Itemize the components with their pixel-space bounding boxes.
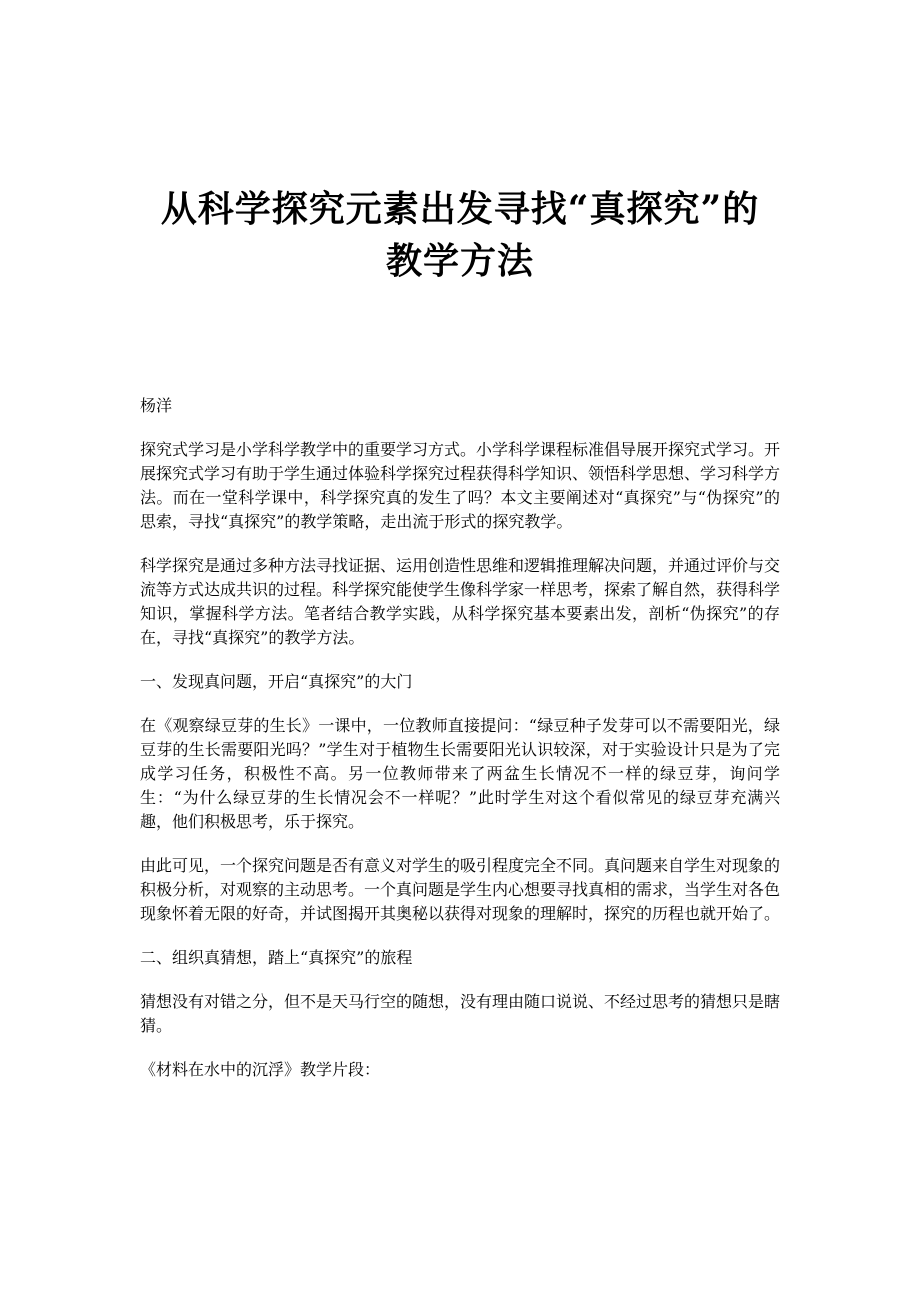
section-heading-2: 二、组织真猜想，踏上“真探究”的旅程 <box>140 948 413 967</box>
paragraph-analysis-1: 由此可见，一个探究问题是否有意义对学生的吸引程度完全不同。真问题来自学生对现象的积极分析，对观察的主动思考。一个真问题是学生内心想要寻找真相的需求，当学生对各色现象怀着无限的好奇，并试图揭开其奥秘以获得对现象的理解时，探究的历程也就开始了。 <box>140 856 781 923</box>
title-line-1: 从科学探究元素出发寻找“真探究”的 <box>160 188 760 230</box>
author-name: 杨洋 <box>140 396 173 415</box>
paragraph-example-1: 在《观察绿豆芽的生长》一课中，一位教师直接提问：“绿豆种子发芽可以不需要阳光，绿豆芽的生长需要阳光吗？”学生对于植物生长需要阳光认识较深，对于实验设计只是为了完成学习任务，积极性不高。另一位教师带来了两盆生长情况不一样的绿豆芽，询问学生：“为什么绿豆芽的生长情况会不一样呢？”此时学生对这个看似常见的绿豆芽充满兴趣，他们积极思考，乐于探究。 <box>140 716 780 831</box>
paragraph-hypothesis: 猜想没有对错之分，但不是天马行空的随想，没有理由随口说说、不经过思考的猜想只是瞎猜。 <box>140 992 781 1035</box>
paragraph-definition: 科学探究是通过多种方法寻找证据、运用创造性思维和逻辑推理解决问题，并通过评价与交流等方式达成共识的过程。科学探究能使学生像科学家一样思考，探索了解自然，获得科学知识，掌握科学方法。笔者结合教学实践，从科学探究基本要素出发，剖析“伪探究”的存在，寻找“真探究”的教学方法。 <box>140 556 781 647</box>
document-body <box>140 394 780 1102</box>
paragraph-intro: 探究式学习是小学科学教学中的重要学习方式。小学科学课程标准倡导展开探究式学习。开展探究式学习有助于学生通过体验科学探究过程获得科学知识、领悟科学思想、学习科学方法。而在一堂科学课中，科学探究真的发生了吗？本文主要阐述对“真探究”与“伪探究”的思索，寻找“真探究”的教学策略，走出流于形式的探究教学。 <box>140 440 781 531</box>
document-title <box>100 183 820 287</box>
section-heading-1: 一、发现真问题，开启“真探究”的大门 <box>140 672 413 691</box>
title-line-2: 教学方法 <box>385 240 534 282</box>
paragraph-excerpt-label: 《材料在水中的沉浮》教学片段： <box>140 1060 381 1079</box>
